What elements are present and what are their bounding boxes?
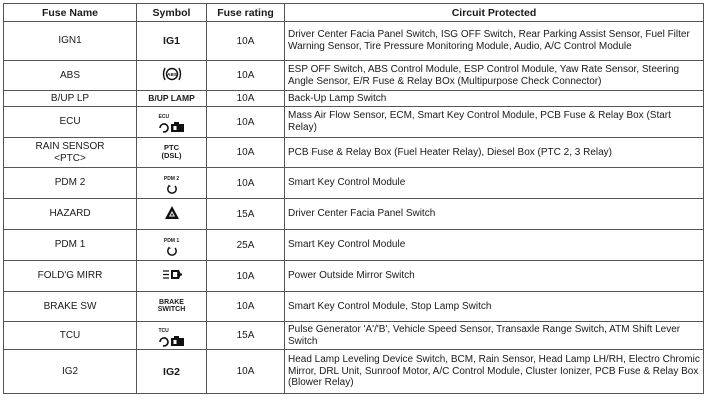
fuse-rating: 10A [207, 261, 285, 292]
fuse-symbol [137, 199, 207, 230]
circuit-protected: Mass Air Flow Sensor, ECM, Smart Key Control Module, PCB Fuse & Relay Box (Start Relay) [285, 107, 704, 138]
fuse-name-line: RAIN SENSOR [35, 141, 105, 152]
circuit-protected: PCB Fuse & Relay Box (Fuel Heater Relay), Diesel Box (PTC 2, 3 Relay) [285, 138, 704, 168]
circuit-protected: Head Lamp Leveling Device Switch, BCM, Rain Sensor, Head Lamp LH/RH, Electro Chromic Mirror, DRL Unit, Sunroof Motor, A/C Control Module, Cluster Ionizer, PCB Fuse & Relay Box (Blower Relay) [285, 350, 704, 394]
power-icon [164, 177, 179, 194]
symbol-text: IG1 [163, 35, 180, 47]
table-row [4, 107, 704, 138]
symbol-line: (DSL) [161, 150, 182, 160]
circuit-protected: Smart Key Control Module [285, 230, 704, 261]
symbol-text [158, 299, 186, 314]
header-fuse-rating: Fuse rating [207, 4, 285, 22]
header-fuse-name: Fuse Name [4, 4, 137, 22]
header-row [4, 4, 704, 22]
fuse-symbol [137, 292, 207, 322]
fuse-rating: 25A [207, 230, 285, 261]
power-icon [164, 239, 179, 256]
fuse-symbol [137, 138, 207, 168]
circuit-protected: Power Outside Mirror Switch [285, 261, 704, 292]
fuse-rating: 10A [207, 168, 285, 199]
symbol-text: PDM 2 [163, 176, 180, 182]
fuse-rating: 10A [207, 350, 285, 394]
fuse-name: TCU [4, 322, 137, 350]
fuse-symbol [137, 91, 207, 107]
fuse-rating: 10A [207, 107, 285, 138]
table-row [4, 230, 704, 261]
fuse-rating: 15A [207, 322, 285, 350]
fuse-symbol [137, 61, 207, 91]
fuse-name: BRAKE SW [4, 292, 137, 322]
table-row [4, 261, 704, 292]
fuse-name: FOLD'G MIRR [4, 261, 137, 292]
circuit-protected: Back-Up Lamp Switch [285, 91, 704, 107]
fuse-name: PDM 1 [4, 230, 137, 261]
fuse-symbol [137, 322, 207, 350]
fuse-rating: 10A [207, 292, 285, 322]
fuse-rating: 10A [207, 61, 285, 91]
fuse-rating: 10A [207, 22, 285, 61]
symbol-text: ECU [158, 114, 170, 120]
fuse-symbol [137, 350, 207, 394]
symbol-text: TCU [158, 327, 169, 334]
fuse-rating: 15A [207, 199, 285, 230]
circuit-protected: Smart Key Control Module [285, 168, 704, 199]
fuse-name: HAZARD [4, 199, 137, 230]
engine-icon [157, 329, 187, 348]
circuit-protected: Driver Center Facia Panel Switch, ISG OFF Switch, Rear Parking Assist Sensor, Fuel Filter Warning Sensor, Tire Pressure Monitoring Module, Audio, A/C Control Module [285, 22, 704, 61]
header-symbol: Symbol [137, 4, 207, 22]
abs-icon [161, 65, 183, 83]
symbol-line: SWITCH [157, 306, 186, 314]
fuse-name-line: <PTC> [54, 152, 86, 164]
symbol-line: PTC [164, 143, 179, 153]
symbol-text [162, 144, 182, 160]
fuse-table [3, 3, 704, 394]
fuse-symbol [137, 230, 207, 261]
symbol-text: B/UP LAMP [148, 93, 195, 103]
table-row [4, 91, 704, 107]
engine-icon [157, 115, 187, 134]
abs-icon-label: ABS [166, 71, 177, 77]
fuse-rating: 10A [207, 91, 285, 107]
circuit-protected: Smart Key Control Module, Stop Lamp Switch [285, 292, 704, 322]
hazard-icon [164, 205, 180, 220]
mirror-icon [161, 268, 183, 281]
header-circuit: Circuit Protected [285, 4, 704, 22]
table-row [4, 168, 704, 199]
fuse-name: ABS [4, 61, 137, 91]
circuit-protected: Driver Center Facia Panel Switch [285, 199, 704, 230]
fuse-name [4, 138, 137, 168]
fuse-name: B/UP LP [4, 91, 137, 107]
fuse-rating: 10A [207, 138, 285, 168]
fuse-symbol [137, 168, 207, 199]
circuit-protected: ESP OFF Switch, ABS Control Module, ESP Control Module, Yaw Rate Sensor, Steering Angle Sensor, E/R Fuse & Relay BOx (Multipurpose Check Connector) [285, 61, 704, 91]
fuse-name: IG2 [4, 350, 137, 394]
table-row [4, 22, 704, 61]
table-row [4, 350, 704, 394]
circuit-protected: Pulse Generator 'A'/'B', Vehicle Speed Sensor, Transaxle Range Switch, ATM Shift Lever Switch [285, 322, 704, 350]
fuse-symbol [137, 107, 207, 138]
table-row [4, 138, 704, 168]
symbol-text: IG2 [163, 365, 180, 378]
table-row [4, 322, 704, 350]
fuse-symbol [137, 22, 207, 61]
fuse-name: ECU [4, 107, 137, 138]
fuse-name: IGN1 [4, 22, 137, 61]
symbol-text: PDM 1 [163, 238, 180, 244]
fuse-symbol [137, 261, 207, 292]
symbol-line: BRAKE [159, 298, 184, 306]
table-row [4, 61, 704, 91]
table-row [4, 199, 704, 230]
fuse-name: PDM 2 [4, 168, 137, 199]
table-row [4, 292, 704, 322]
